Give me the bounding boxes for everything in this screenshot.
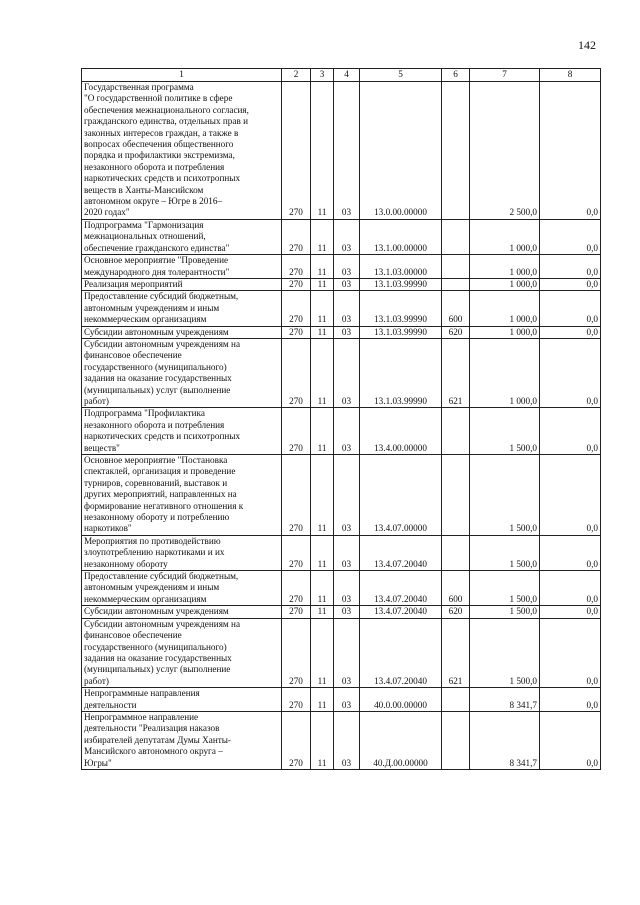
amount-cell: 2 500,0 [470, 82, 540, 220]
amount-extra-cell: 0,0 [540, 455, 601, 536]
expense-type-cell: 620 [442, 326, 470, 338]
amount-extra-cell: 0,0 [540, 338, 601, 407]
ved-cell: 270 [282, 255, 311, 279]
section-cell: 11 [311, 82, 334, 220]
table-row [82, 82, 601, 220]
table-row [82, 219, 601, 254]
amount-extra-cell: 0,0 [540, 408, 601, 455]
table-row [82, 618, 601, 687]
amount-extra-cell: 0,0 [540, 82, 601, 220]
ved-cell: 270 [282, 278, 311, 290]
table-row [82, 326, 601, 338]
ved-cell: 270 [282, 326, 311, 338]
row-name-cell: Основное мероприятие "Проведение международного дня толерантности" [82, 255, 282, 279]
target-article-cell: 13.0.00.00000 [360, 82, 442, 220]
column-header: 6 [442, 69, 470, 82]
row-name-cell: Основное мероприятие "Постановка спектаклей, организация и проведение турниров, соревнований, выставок и других мероприятий, направленных на формирование негативного отношения к незаконному обороту и потреблению наркотиков" [82, 455, 282, 536]
amount-cell: 1 000,0 [470, 255, 540, 279]
expense-type-cell: 600 [442, 291, 470, 326]
expense-type-cell [442, 455, 470, 536]
expense-type-cell [442, 255, 470, 279]
amount-extra-cell: 0,0 [540, 688, 601, 712]
table-row [82, 408, 601, 455]
target-article-cell: 13.4.00.00000 [360, 408, 442, 455]
subsection-cell: 03 [334, 688, 360, 712]
row-name-cell: Субсидии автономным учреждениям [82, 606, 282, 618]
subsection-cell: 03 [334, 408, 360, 455]
amount-cell: 1 500,0 [470, 408, 540, 455]
expense-type-cell: 621 [442, 618, 470, 687]
table-row [82, 291, 601, 326]
table-header-row [82, 69, 601, 82]
table-row [82, 711, 601, 769]
ved-cell: 270 [282, 338, 311, 407]
page-number: 142 [578, 38, 596, 52]
amount-extra-cell: 0,0 [540, 219, 601, 254]
target-article-cell: 13.1.03.99990 [360, 338, 442, 407]
target-article-cell: 13.1.03.99990 [360, 326, 442, 338]
target-article-cell: 13.4.07.00000 [360, 455, 442, 536]
amount-extra-cell: 0,0 [540, 326, 601, 338]
expense-type-cell [442, 82, 470, 220]
section-cell: 11 [311, 455, 334, 536]
ved-cell: 270 [282, 408, 311, 455]
subsection-cell: 03 [334, 291, 360, 326]
subsection-cell: 03 [334, 255, 360, 279]
subsection-cell: 03 [334, 606, 360, 618]
subsection-cell: 03 [334, 338, 360, 407]
section-cell: 11 [311, 408, 334, 455]
section-cell: 11 [311, 255, 334, 279]
amount-cell: 1 000,0 [470, 338, 540, 407]
target-article-cell: 13.4.07.20040 [360, 571, 442, 606]
section-cell: 11 [311, 571, 334, 606]
amount-extra-cell: 0,0 [540, 571, 601, 606]
row-name-cell: Субсидии автономным учреждениям [82, 326, 282, 338]
target-article-cell: 13.4.07.20040 [360, 618, 442, 687]
amount-cell: 1 500,0 [470, 618, 540, 687]
row-name-cell: Государственная программа "О государственной политике в сфере обеспечения межнационального согласия, гражданского единства, отдельных прав и законных интересов граждан, а также в вопросах обеспечения общественного порядка и профилактики экстремизма, незаконного оборота и потребления наркотических средств и психотропных веществ в Ханты-Мансийском автономном округе – Югре в 2016– 2020 годах" [82, 82, 282, 220]
amount-cell: 1 500,0 [470, 535, 540, 570]
table-row [82, 688, 601, 712]
subsection-cell: 03 [334, 535, 360, 570]
ved-cell: 270 [282, 82, 311, 220]
target-article-cell: 40.Д.00.00000 [360, 711, 442, 769]
amount-cell: 1 500,0 [470, 606, 540, 618]
column-header: 2 [282, 69, 311, 82]
table-row [82, 255, 601, 279]
ved-cell: 270 [282, 535, 311, 570]
ved-cell: 270 [282, 711, 311, 769]
ved-cell: 270 [282, 606, 311, 618]
amount-extra-cell: 0,0 [540, 618, 601, 687]
table-row [82, 571, 601, 606]
ved-cell: 270 [282, 688, 311, 712]
ved-cell: 270 [282, 291, 311, 326]
table-row [82, 278, 601, 290]
section-cell: 11 [311, 338, 334, 407]
row-name-cell: Субсидии автономным учреждениям на финансовое обеспечение государственного (муниципального) задания на оказание государственных (муниципальных) услуг (выполнение работ) [82, 338, 282, 407]
row-name-cell: Предоставление субсидий бюджетным, автономным учреждениям и иным некоммерческим организациям [82, 291, 282, 326]
ved-cell: 270 [282, 571, 311, 606]
section-cell: 11 [311, 278, 334, 290]
section-cell: 11 [311, 219, 334, 254]
column-header: 8 [540, 69, 601, 82]
expense-type-cell [442, 219, 470, 254]
column-header: 7 [470, 69, 540, 82]
subsection-cell: 03 [334, 326, 360, 338]
amount-extra-cell: 0,0 [540, 255, 601, 279]
subsection-cell: 03 [334, 618, 360, 687]
budget-table [81, 68, 601, 770]
section-cell: 11 [311, 326, 334, 338]
table-row [82, 338, 601, 407]
row-name-cell: Мероприятия по противодействию злоупотреблению наркотиками и их незаконному обороту [82, 535, 282, 570]
subsection-cell: 03 [334, 219, 360, 254]
row-name-cell: Подпрограмма "Гармонизация межнациональных отношений, обеспечение гражданского единства" [82, 219, 282, 254]
target-article-cell: 13.1.03.99990 [360, 278, 442, 290]
section-cell: 11 [311, 535, 334, 570]
row-name-cell: Субсидии автономным учреждениям на финансовое обеспечение государственного (муниципального) задания на оказание государственных (муниципальных) услуг (выполнение работ) [82, 618, 282, 687]
expense-type-cell: 600 [442, 571, 470, 606]
section-cell: 11 [311, 291, 334, 326]
table-row [82, 606, 601, 618]
expense-type-cell [442, 711, 470, 769]
expense-type-cell: 621 [442, 338, 470, 407]
column-header: 5 [360, 69, 442, 82]
row-name-cell: Реализация мероприятий [82, 278, 282, 290]
row-name-cell: Непрограммные направления деятельности [82, 688, 282, 712]
row-name-cell: Предоставление субсидий бюджетным, автономным учреждениям и иным некоммерческим организациям [82, 571, 282, 606]
amount-extra-cell: 0,0 [540, 711, 601, 769]
amount-cell: 1 500,0 [470, 571, 540, 606]
target-article-cell: 40.0.00.00000 [360, 688, 442, 712]
expense-type-cell [442, 408, 470, 455]
amount-extra-cell: 0,0 [540, 291, 601, 326]
amount-cell: 1 000,0 [470, 291, 540, 326]
amount-cell: 1 000,0 [470, 326, 540, 338]
expense-type-cell [442, 535, 470, 570]
target-article-cell: 13.1.03.99990 [360, 291, 442, 326]
ved-cell: 270 [282, 455, 311, 536]
ved-cell: 270 [282, 618, 311, 687]
subsection-cell: 03 [334, 571, 360, 606]
amount-cell: 1 500,0 [470, 455, 540, 536]
row-name-cell: Непрограммное направление деятельности "Реализация наказов избирателей депутатам Думы Ханты- Мансийского автономного округа – Югры" [82, 711, 282, 769]
amount-cell: 8 341,7 [470, 711, 540, 769]
section-cell: 11 [311, 606, 334, 618]
column-header: 4 [334, 69, 360, 82]
section-cell: 11 [311, 711, 334, 769]
expense-type-cell [442, 688, 470, 712]
subsection-cell: 03 [334, 455, 360, 536]
subsection-cell: 03 [334, 278, 360, 290]
amount-cell: 8 341,7 [470, 688, 540, 712]
amount-cell: 1 000,0 [470, 219, 540, 254]
section-cell: 11 [311, 688, 334, 712]
section-cell: 11 [311, 618, 334, 687]
ved-cell: 270 [282, 219, 311, 254]
amount-extra-cell: 0,0 [540, 535, 601, 570]
column-header: 3 [311, 69, 334, 82]
expense-type-cell: 620 [442, 606, 470, 618]
target-article-cell: 13.4.07.20040 [360, 606, 442, 618]
amount-extra-cell: 0,0 [540, 278, 601, 290]
target-article-cell: 13.1.03.00000 [360, 255, 442, 279]
table-row [82, 455, 601, 536]
row-name-cell: Подпрограмма "Профилактика незаконного оборота и потребления наркотических средств и психотропных веществ" [82, 408, 282, 455]
subsection-cell: 03 [334, 711, 360, 769]
amount-cell: 1 000,0 [470, 278, 540, 290]
subsection-cell: 03 [334, 82, 360, 220]
target-article-cell: 13.4.07.20040 [360, 535, 442, 570]
target-article-cell: 13.1.00.00000 [360, 219, 442, 254]
amount-extra-cell: 0,0 [540, 606, 601, 618]
expense-type-cell [442, 278, 470, 290]
table-row [82, 535, 601, 570]
column-header: 1 [82, 69, 282, 82]
